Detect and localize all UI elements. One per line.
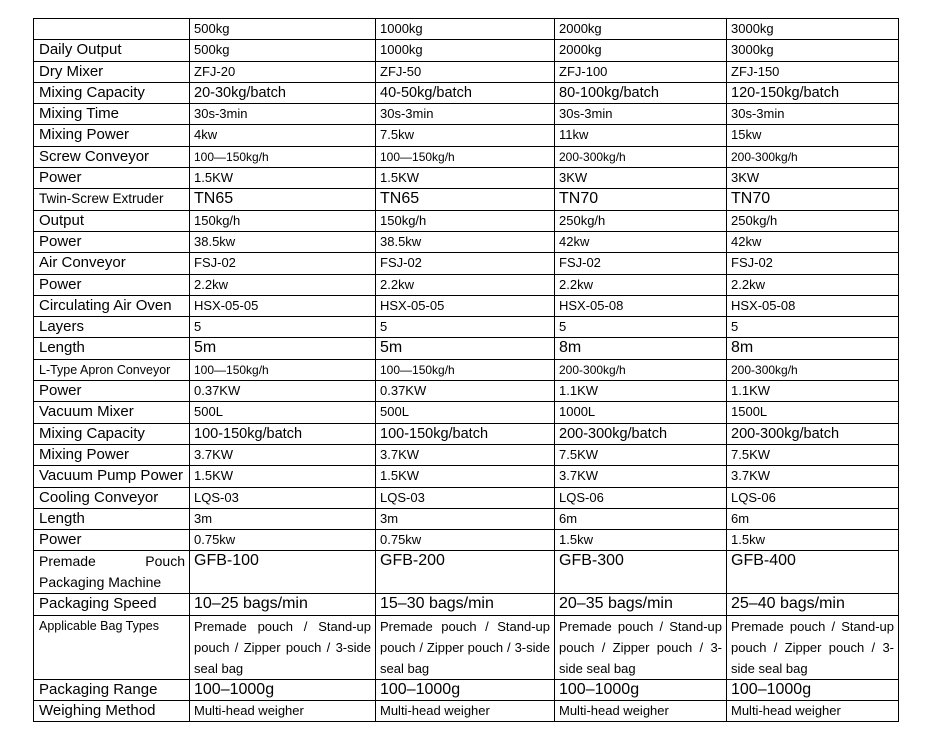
value-cell: 3.7KW	[190, 444, 376, 465]
value-cell: HSX-05-05	[376, 295, 555, 316]
value-cell: 5m	[376, 338, 555, 359]
value-cell: ZFJ-20	[190, 61, 376, 82]
value-cell: 100-150kg/batch	[190, 423, 376, 444]
value-cell: HSX-05-08	[555, 295, 727, 316]
table-row	[34, 210, 899, 231]
value-cell: 2000kg	[555, 40, 727, 61]
row-label: Vacuum Pump Power	[34, 466, 190, 487]
value-cell: 5	[376, 317, 555, 338]
value-cell: 500L	[190, 402, 376, 423]
value-cell: Multi-head weigher	[727, 701, 899, 722]
value-cell: 1.5KW	[376, 466, 555, 487]
value-cell: 3.7KW	[555, 466, 727, 487]
value-cell: Premade pouch / Stand-up pouch / Zipper pouch / 3-side seal bag	[727, 615, 899, 679]
value-cell: 6m	[727, 508, 899, 529]
value-cell: 1.5KW	[190, 466, 376, 487]
table-row	[34, 615, 899, 679]
value-cell: 100—150kg/h	[190, 146, 376, 167]
value-cell: Premade pouch / Stand-up pouch / Zipper pouch / 3-side seal bag	[190, 615, 376, 679]
table-row	[34, 594, 899, 615]
table-row	[34, 359, 899, 380]
row-label: Mixing Capacity	[34, 423, 190, 444]
row-label: Power	[34, 168, 190, 189]
value-cell: 3m	[376, 508, 555, 529]
value-cell: 3KW	[555, 168, 727, 189]
value-cell: 0.37KW	[190, 381, 376, 402]
value-cell: FSJ-02	[376, 253, 555, 274]
value-cell: 2.2kw	[376, 274, 555, 295]
value-cell: 38.5kw	[376, 231, 555, 252]
row-label: Vacuum Mixer	[34, 402, 190, 423]
value-cell: GFB-100	[190, 551, 376, 594]
row-label: Output	[34, 210, 190, 231]
value-cell: 2.2kw	[190, 274, 376, 295]
value-cell: 100—150kg/h	[190, 359, 376, 380]
value-cell: 1000L	[555, 402, 727, 423]
value-cell: 5m	[190, 338, 376, 359]
table-row	[34, 487, 899, 508]
row-label: Dry Mixer	[34, 61, 190, 82]
value-cell: 200-300kg/batch	[727, 423, 899, 444]
table-row	[34, 253, 899, 274]
table-row	[34, 274, 899, 295]
value-cell: 42kw	[555, 231, 727, 252]
value-cell: 25–40 bags/min	[727, 594, 899, 615]
value-cell: 100–1000g	[555, 679, 727, 700]
table-row	[34, 466, 899, 487]
value-cell: 1.1KW	[555, 381, 727, 402]
value-cell: 3.7KW	[727, 466, 899, 487]
value-cell: 10–25 bags/min	[190, 594, 376, 615]
value-cell: 4kw	[190, 125, 376, 146]
value-cell: ZFJ-50	[376, 61, 555, 82]
row-label: L-Type Apron Conveyor	[34, 359, 190, 380]
value-cell: ZFJ-100	[555, 61, 727, 82]
value-cell: 7.5kw	[376, 125, 555, 146]
value-cell: 42kw	[727, 231, 899, 252]
row-label: Mixing Capacity	[34, 82, 190, 103]
value-cell: 1500L	[727, 402, 899, 423]
row-label: Air Conveyor	[34, 253, 190, 274]
value-cell: 150kg/h	[190, 210, 376, 231]
row-label: Power	[34, 231, 190, 252]
value-cell: 3.7KW	[376, 444, 555, 465]
value-cell: 5	[190, 317, 376, 338]
value-cell: 1.5KW	[376, 168, 555, 189]
value-cell: 200-300kg/h	[555, 146, 727, 167]
value-cell: 3000kg	[727, 40, 899, 61]
value-cell: Premade pouch / Stand-up pouch / Zipper pouch / 3-side seal bag	[555, 615, 727, 679]
table-row	[34, 231, 899, 252]
value-cell: 120-150kg/batch	[727, 82, 899, 103]
row-label: Length	[34, 508, 190, 529]
table-row	[34, 551, 899, 594]
value-cell: TN65	[190, 189, 376, 210]
table-row	[34, 104, 899, 125]
row-label: Applicable Bag Types	[34, 615, 190, 679]
table-row	[34, 381, 899, 402]
value-cell: 20–35 bags/min	[555, 594, 727, 615]
value-cell: 2.2kw	[555, 274, 727, 295]
value-cell: ZFJ-150	[727, 61, 899, 82]
value-cell: 40-50kg/batch	[376, 82, 555, 103]
value-cell: 500kg	[190, 40, 376, 61]
value-cell: TN65	[376, 189, 555, 210]
row-label: Packaging Range	[34, 679, 190, 700]
value-cell: 250kg/h	[555, 210, 727, 231]
table-row	[34, 508, 899, 529]
row-label: Length	[34, 338, 190, 359]
value-cell: Multi-head weigher	[376, 701, 555, 722]
value-cell: 0.37KW	[376, 381, 555, 402]
value-cell: 200-300kg/batch	[555, 423, 727, 444]
value-cell: 500L	[376, 402, 555, 423]
value-cell: 1000kg	[376, 40, 555, 61]
value-cell: 100-150kg/batch	[376, 423, 555, 444]
value-cell: 30s-3min	[190, 104, 376, 125]
row-label: Packaging Speed	[34, 594, 190, 615]
value-cell: 100–1000g	[376, 679, 555, 700]
row-label: Premade Pouch Packaging Machine	[34, 551, 190, 594]
value-cell: 100—150kg/h	[376, 146, 555, 167]
value-cell: 30s-3min	[727, 104, 899, 125]
value-cell: Multi-head weigher	[190, 701, 376, 722]
value-cell: 5	[555, 317, 727, 338]
row-label: Power	[34, 274, 190, 295]
value-cell: 5	[727, 317, 899, 338]
value-cell: 1.5kw	[555, 530, 727, 551]
value-cell: 3KW	[727, 168, 899, 189]
table-row	[34, 168, 899, 189]
value-cell: 1.5kw	[727, 530, 899, 551]
table-row	[34, 701, 899, 722]
value-cell: Premade pouch / Stand-up pouch / Zipper pouch / 3-side seal bag	[376, 615, 555, 679]
header-row	[34, 19, 899, 40]
table-row	[34, 61, 899, 82]
table-row	[34, 530, 899, 551]
value-cell: 38.5kw	[190, 231, 376, 252]
table-row	[34, 82, 899, 103]
value-cell: 7.5KW	[727, 444, 899, 465]
row-label: Mixing Power	[34, 125, 190, 146]
value-cell: 30s-3min	[555, 104, 727, 125]
value-cell: 7.5KW	[555, 444, 727, 465]
row-label: Power	[34, 381, 190, 402]
row-label: Weighing Method	[34, 701, 190, 722]
value-cell: 1.1KW	[727, 381, 899, 402]
table-row	[34, 125, 899, 146]
value-cell: HSX-05-08	[727, 295, 899, 316]
row-label: Circulating Air Oven	[34, 295, 190, 316]
value-cell: 200-300kg/h	[555, 359, 727, 380]
table-row	[34, 40, 899, 61]
value-cell: 1.5KW	[190, 168, 376, 189]
value-cell: 0.75kw	[376, 530, 555, 551]
value-cell: 11kw	[555, 125, 727, 146]
value-cell: TN70	[555, 189, 727, 210]
value-cell: 250kg/h	[727, 210, 899, 231]
value-cell: LQS-06	[555, 487, 727, 508]
value-cell: GFB-200	[376, 551, 555, 594]
header-cell: 1000kg	[376, 19, 555, 40]
row-label: Mixing Power	[34, 444, 190, 465]
table-row	[34, 295, 899, 316]
value-cell: 8m	[727, 338, 899, 359]
row-label: Twin-Screw Extruder	[34, 189, 190, 210]
value-cell: LQS-03	[190, 487, 376, 508]
value-cell: 6m	[555, 508, 727, 529]
row-label: Power	[34, 530, 190, 551]
table-row	[34, 444, 899, 465]
value-cell: 100—150kg/h	[376, 359, 555, 380]
header-cell: 500kg	[190, 19, 376, 40]
row-label: Layers	[34, 317, 190, 338]
value-cell: 80-100kg/batch	[555, 82, 727, 103]
value-cell: 100–1000g	[190, 679, 376, 700]
header-cell: 2000kg	[555, 19, 727, 40]
table-row	[34, 338, 899, 359]
row-label: Screw Conveyor	[34, 146, 190, 167]
value-cell: 30s-3min	[376, 104, 555, 125]
value-cell: 8m	[555, 338, 727, 359]
value-cell: HSX-05-05	[190, 295, 376, 316]
value-cell: LQS-06	[727, 487, 899, 508]
value-cell: 3m	[190, 508, 376, 529]
value-cell: 15–30 bags/min	[376, 594, 555, 615]
value-cell: 15kw	[727, 125, 899, 146]
spec-table-body	[34, 19, 899, 722]
value-cell: TN70	[727, 189, 899, 210]
table-row	[34, 317, 899, 338]
header-cell	[34, 19, 190, 40]
table-row	[34, 189, 899, 210]
table-row	[34, 402, 899, 423]
table-row	[34, 423, 899, 444]
header-cell: 3000kg	[727, 19, 899, 40]
value-cell: 20-30kg/batch	[190, 82, 376, 103]
value-cell: FSJ-02	[555, 253, 727, 274]
value-cell: Multi-head weigher	[555, 701, 727, 722]
value-cell: FSJ-02	[727, 253, 899, 274]
value-cell: 100–1000g	[727, 679, 899, 700]
value-cell: FSJ-02	[190, 253, 376, 274]
value-cell: 2.2kw	[727, 274, 899, 295]
spec-table	[33, 18, 899, 722]
value-cell: 200-300kg/h	[727, 359, 899, 380]
row-label: Mixing Time	[34, 104, 190, 125]
value-cell: 150kg/h	[376, 210, 555, 231]
table-row	[34, 146, 899, 167]
value-cell: LQS-03	[376, 487, 555, 508]
value-cell: 0.75kw	[190, 530, 376, 551]
value-cell: GFB-300	[555, 551, 727, 594]
table-row	[34, 679, 899, 700]
value-cell: GFB-400	[727, 551, 899, 594]
value-cell: 200-300kg/h	[727, 146, 899, 167]
row-label: Cooling Conveyor	[34, 487, 190, 508]
row-label: Daily Output	[34, 40, 190, 61]
